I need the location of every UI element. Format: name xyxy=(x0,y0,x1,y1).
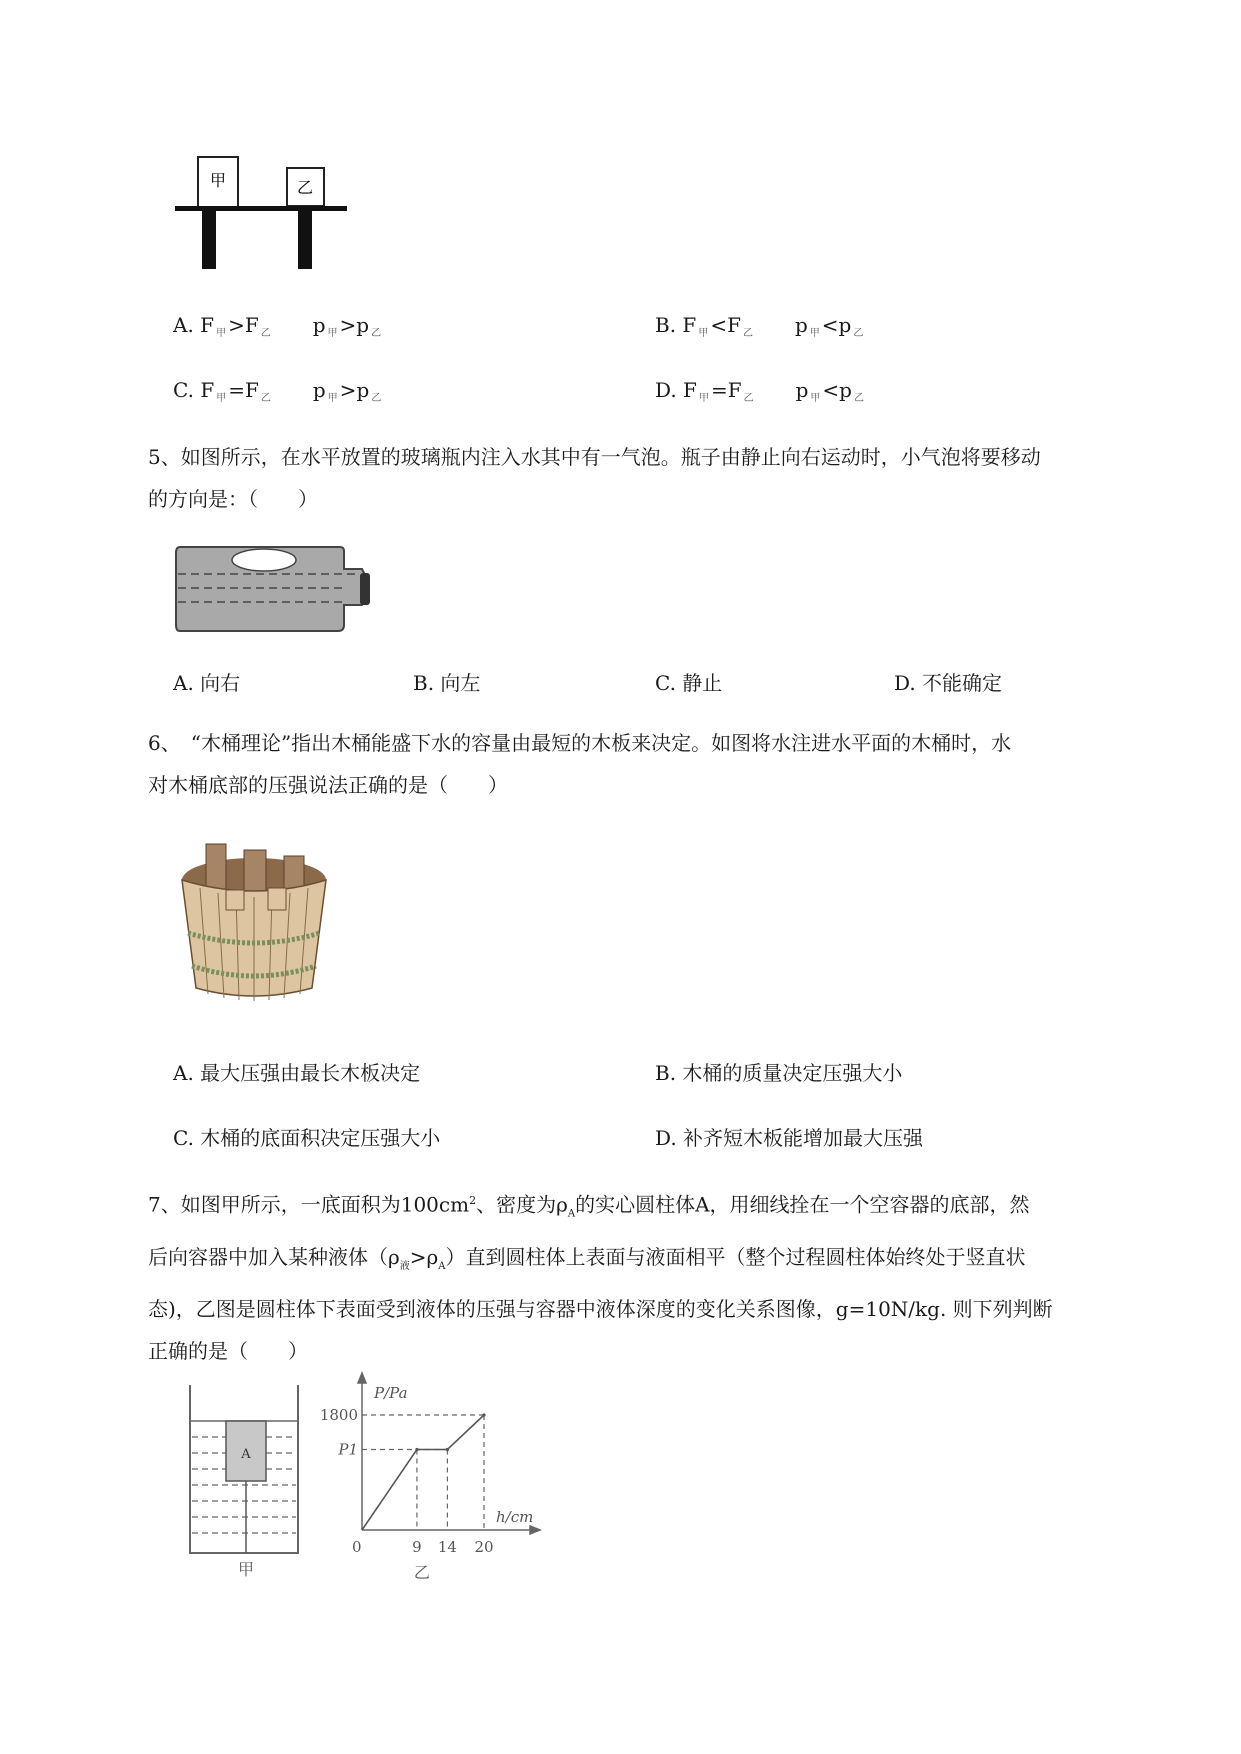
operator: > xyxy=(339,378,357,402)
q4-option-b[interactable] xyxy=(655,313,865,339)
subscript: 甲 xyxy=(809,328,820,339)
question-text-line: 的方向是：（ ） xyxy=(148,487,318,511)
table-blocks-figure xyxy=(170,150,360,275)
caption-jia: 甲 xyxy=(237,1560,255,1579)
data-point xyxy=(415,1448,418,1451)
subscript: 乙 xyxy=(742,328,753,339)
option-letter: C. xyxy=(173,378,194,402)
air-bubble xyxy=(232,549,296,571)
q5-option-c[interactable]: C. 静止 xyxy=(655,671,723,695)
operator: < xyxy=(821,313,839,337)
question-text-line: 5、如图所示，在水平放置的玻璃瓶内注入水其中有一气泡。瓶子由静止向右运动时，小气泡将要移动 xyxy=(148,445,1041,469)
x-tick-label: 20 xyxy=(474,1538,494,1556)
subscript: 乙 xyxy=(260,393,271,404)
data-point xyxy=(482,1413,485,1416)
question-text-line xyxy=(148,1180,1158,1236)
question-text-line: 正确的是（ ） xyxy=(148,1338,308,1363)
text-run: >ρ xyxy=(409,1244,439,1269)
q5-option-a[interactable]: A. 向右 xyxy=(173,671,241,695)
symbol-f: F xyxy=(682,313,697,337)
subscript: 甲 xyxy=(810,393,821,404)
y-tick-label: 1800 xyxy=(319,1406,358,1424)
option-letter: A. xyxy=(173,313,194,337)
symbol-f: F xyxy=(683,378,697,402)
operator: < xyxy=(822,378,840,402)
series-line xyxy=(362,1415,484,1530)
q4-option-d[interactable] xyxy=(655,378,866,404)
glass-bottle-figure xyxy=(172,545,377,635)
operator: < xyxy=(710,313,728,337)
subscript: 液 xyxy=(399,1260,410,1272)
q5-option-b[interactable]: B. 向左 xyxy=(413,671,481,695)
subscript: 乙 xyxy=(260,328,271,339)
q4-option-a[interactable] xyxy=(173,313,383,339)
text-run: 、密度为ρ xyxy=(476,1192,568,1217)
subscript: 甲 xyxy=(698,328,709,339)
table-leg-left xyxy=(202,211,216,269)
question-text-line xyxy=(148,1236,1158,1288)
subscript: 乙 xyxy=(371,328,382,339)
operator: = xyxy=(710,378,728,402)
symbol-p: p xyxy=(312,313,326,337)
question-6-stem xyxy=(148,722,1158,806)
x-tick-label: 14 xyxy=(437,1538,457,1556)
x-axis-label: h/cm xyxy=(496,1508,534,1526)
operator: > xyxy=(339,313,357,337)
cylinder-a-label: A xyxy=(241,1447,251,1462)
y-tick-label: P1 xyxy=(338,1440,358,1459)
symbol-p: p xyxy=(839,378,852,402)
symbol-p: p xyxy=(794,313,808,337)
symbol-f: F xyxy=(244,313,259,337)
pressure-depth-chart xyxy=(312,1368,542,1588)
subscript: 甲 xyxy=(327,393,338,404)
option-letter: D. xyxy=(655,378,677,402)
subscript: 甲 xyxy=(216,328,227,339)
text-run: 的实心圆柱体A，用细线拴在一个空容器的底部，然 xyxy=(575,1192,1030,1217)
operator: = xyxy=(228,378,245,402)
subscript: 甲 xyxy=(327,328,338,339)
caption-yi: 乙 xyxy=(413,1563,430,1582)
subscript: 甲 xyxy=(216,393,227,404)
superscript: 2 xyxy=(469,1194,477,1207)
question-7-stem xyxy=(148,1180,1158,1372)
table-top xyxy=(175,206,347,211)
subscript: 乙 xyxy=(853,328,864,339)
y-axis-label: P/Pa xyxy=(374,1384,408,1402)
option-letter: B. xyxy=(655,313,677,337)
subscript: 乙 xyxy=(853,393,864,404)
x-tick-label: 9 xyxy=(412,1538,422,1556)
q6-option-c[interactable]: C. 木桶的底面积决定压强大小 xyxy=(173,1126,441,1150)
question-text-line: 态)，乙图是圆柱体下表面受到液体的压强与容器中液体深度的变化关系图像，g=10N/kg. 则下列判断 xyxy=(148,1296,1053,1321)
origin-label: 0 xyxy=(352,1538,362,1556)
subscript: A xyxy=(567,1208,576,1220)
question-5-stem xyxy=(148,436,1158,520)
table-leg-right xyxy=(298,211,312,269)
q6-option-d[interactable]: D. 补齐短木板能增加最大压强 xyxy=(655,1126,924,1150)
text-run: 7、如图甲所示，一底面积为100cm xyxy=(148,1192,470,1217)
text-run: 后向容器中加入某种液体（ρ xyxy=(148,1244,400,1269)
q6-option-b[interactable]: B. 木桶的质量决定压强大小 xyxy=(655,1061,903,1085)
container-figure xyxy=(186,1385,306,1585)
subscript: 甲 xyxy=(698,393,709,404)
wooden-bucket-figure xyxy=(176,838,336,1008)
text-run: ）直到圆柱体上表面与液面相平（整个过程圆柱体始终处于竖直状 xyxy=(445,1244,1026,1269)
q6-option-a[interactable]: A. 最大压强由最长木板决定 xyxy=(173,1061,421,1085)
q5-option-d[interactable]: D. 不能确定 xyxy=(894,671,1003,695)
symbol-p: p xyxy=(356,313,370,337)
question-text-line: 对木桶底部的压强说法正确的是（ ） xyxy=(148,773,508,797)
block-jia-label: 甲 xyxy=(209,171,227,190)
symbol-f: F xyxy=(200,378,215,402)
data-point xyxy=(446,1448,449,1451)
subscript: A xyxy=(438,1260,446,1272)
symbol-p: p xyxy=(838,313,852,337)
symbol-p: p xyxy=(356,378,370,402)
subscript: 乙 xyxy=(371,393,382,404)
symbol-f: F xyxy=(727,313,741,337)
symbol-p: p xyxy=(312,378,326,402)
operator: > xyxy=(228,313,245,337)
q4-option-c[interactable] xyxy=(173,378,383,404)
block-yi-label: 乙 xyxy=(296,178,314,197)
symbol-f: F xyxy=(244,378,259,402)
subscript: 乙 xyxy=(743,393,754,404)
question-text-line: 6、 “木桶理论”指出木桶能盛下水的容量由最短的木板来决定。如图将水注进水平面的木桶时，水 xyxy=(148,731,1012,755)
symbol-f: F xyxy=(727,378,742,402)
symbol-p: p xyxy=(795,378,809,402)
symbol-f: F xyxy=(200,313,215,337)
